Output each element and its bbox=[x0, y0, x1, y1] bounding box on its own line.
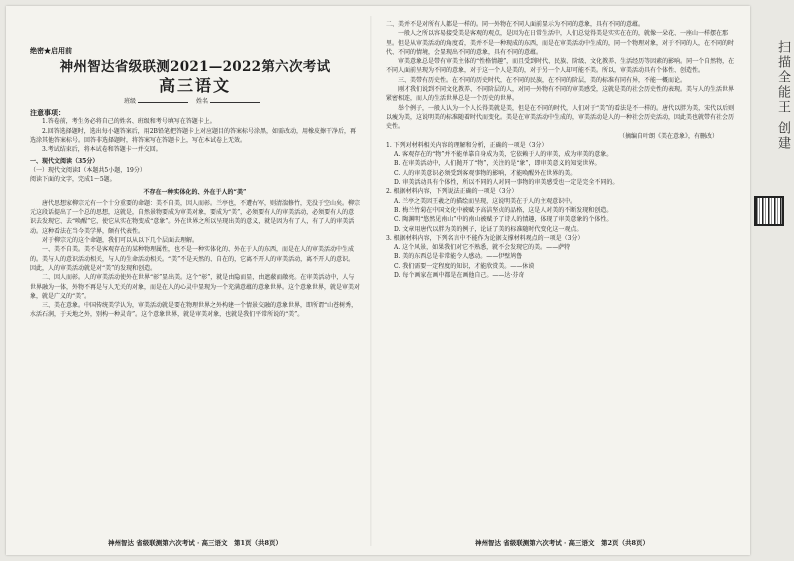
instruction: 阅读下面的文字，完成1～5题。 bbox=[30, 176, 116, 184]
article-paragraph: 一般人之所以容易接受美是客观的观点，是因为在日常生活中，人们总觉得美是实实在在的，就像一朵花、一座山一样摆在那里。但是从审美活动的角度看，美并不是一种现成的东西，而是在审美活动中生成的，同一个物理对象，对于不同的人，在不同的时代、不同的情境，会显现出不同的意象，具有不同的意蕴。 bbox=[386, 30, 735, 56]
confidential-mark: 绝密★启用前 bbox=[30, 46, 72, 55]
exam-sheet bbox=[6, 6, 750, 555]
class-label: 班级 bbox=[124, 97, 137, 105]
article-paragraph: 唐代思想家柳宗元有一个十分重要的命题：美不自美，因人而彰。兰亭也，不遭右军，则清湍修竹，芜没于空山矣。柳宗元这段话提出了一个总的思想，这就是，自然景物要成为审美对象，要成为“美”，必须要有人的审美活动，必须要有人的意识去发现它、去“唤醒”它，使它从实在物变成“意象”。外在世界之所以呈现出美的意义，就是因为有了人，有了人的审美活动。这种看法在当今美学界，颇有代表性。 bbox=[30, 199, 360, 235]
page-footer-right: 神州智达 省级联测第六次考试 · 高三语文 第2页（共8页） bbox=[474, 539, 650, 547]
question-option: C. 陶渊明“悠然见南山”中的南山被赋予了诗人的情趣，体现了审美意象的个体性。 bbox=[394, 216, 613, 224]
article-paragraph: 对于柳宗元的这个命题，我们可以从以下几个层面去理解。 bbox=[42, 237, 199, 245]
question-option: D. 文章用唐代以胖为美的例子，论证了美的标准随时代变化这一观点。 bbox=[394, 225, 583, 233]
page-left bbox=[30, 20, 360, 542]
name-label: 姓名 bbox=[195, 97, 208, 105]
question-option: B. 美的东西总是非常能令人感动。——伊壁鸠鲁 bbox=[394, 253, 523, 261]
question-option: C. 人的审美意识必须受到客观事物的影响，才能唤醒外在世界的美。 bbox=[394, 169, 577, 177]
article-paragraph: 一、美不自美。美不是客观存在的某种物理属性，也不是一种实体化的、外在于人的东西，而是在人的审美活动中生成的。美与人的意识活动相关，与人的生命活动相关。“美”不是天然的、自在的，它离不开人的审美活动，离不开人的意识。因此，人的审美活动就是对“美”的发现和创造。 bbox=[30, 246, 355, 272]
question-option: B. 梅兰竹菊在中国文化中被赋予高洁坚贞的品格，这是人对美的不断发现和创造。 bbox=[394, 206, 613, 214]
notice-item: 3.考试结束后，将本试卷和答题卡一并交回。 bbox=[42, 146, 162, 154]
exam-title: 神州智达省级联测2021—2022第六次考试 bbox=[59, 59, 331, 76]
class-blank bbox=[138, 96, 188, 103]
question-option: D. 审美活动具有个体性，所以不同的人对同一事物的审美感受也一定是完全不同的。 bbox=[394, 179, 619, 187]
question-stem: 3. 根据材料内容，下列名言中不能作为论据支撑材料观点的一项是（3分） bbox=[386, 234, 584, 242]
article-paragraph: 举个例子，一般人认为一个人长得美就是美，但是在不同的时代，人们对于“美”的看法是不一样的。唐代以胖为美，宋代以后则以瘦为美，这说明美的标准随着时代而变化。美是在审美活动中生成的，审美活动是人的一种社会历史活动，因此美也就带有社会历史性。 bbox=[386, 104, 735, 131]
subsection-heading: （一）现代文阅读Ⅰ（本题共5小题，19分） bbox=[30, 166, 146, 174]
subject-title: 高三语文 bbox=[158, 75, 231, 95]
article-paragraph: 二、因人而彰。人的审美活动使外在世界“彰”显出美。这个“彰”，就是由隐而显，由遮蔽而敞亮。在审美活动中，人与世界融为一体，外物不再是与人无关的对象，而是在人的心灵中显现为一个充满意蕴的意象世界。这个意象世界，就是审美对象，就是广义的“美”。 bbox=[30, 274, 360, 300]
question-option: A. 这个风景，如果我们对它不熟悉，就不会发现它的美。——萨特 bbox=[394, 244, 571, 252]
question-option: C. 我们需要一定程度的知识，才能欣赏美。——休谟 bbox=[394, 262, 535, 270]
page-right bbox=[386, 20, 738, 542]
question-option: A. 兰亭之美因王羲之的描绘而呈现，这说明美在于人的主观意识中。 bbox=[394, 197, 577, 205]
student-info-line bbox=[30, 96, 360, 106]
article-title: 不存在一种实体化的、外在于人的“美” bbox=[143, 188, 247, 196]
question-option: A. 客观存在的“物”并不能单靠自身成为美，它依赖于人的审美，成为审美的意象。 bbox=[394, 151, 613, 159]
article-paragraph: 审美意象总是带有审美主体的“性格情趣”，而且受到时代、民族、阶级、文化教养、生活经历等因素的影响。同一个自然物，在不同人面前呈现为不同的意象，对于这一个人是美的，对于另一个人却可能不美。所以，审美活动具有个体性、创造性。 bbox=[386, 58, 735, 75]
qr-code-icon bbox=[754, 196, 784, 226]
notice-item: 1.答卷前，考生务必将自己的姓名、班级和考号填写在答题卡上。 bbox=[42, 118, 216, 126]
page-footer-left: 神州智达 省级联测第六次考试 · 高三语文 第1页（共8页） bbox=[107, 539, 283, 547]
section-heading: 一、现代文阅读（35分） bbox=[30, 157, 99, 165]
question-option: D. 每个画家在画中都是在画他自己。——达·芬奇 bbox=[394, 272, 525, 280]
article-paragraph: 刚才我们说到不同文化教养、不同阶层的人，对同一外物有不同的审美感受，这就是美的社会历史性的表现。美与人的生活世界紧密相连，而人的生活世界总是一个历史的世界。 bbox=[386, 86, 735, 103]
question-stem: 2. 根据材料内容，下列说法正确的一项是（3分） bbox=[386, 188, 518, 196]
citation: （摘编自叶朗《美在意象》，有删改） bbox=[618, 132, 718, 140]
notice-heading: 注意事项： bbox=[30, 108, 65, 118]
scanner-watermark: 扫描全能王 创建 bbox=[775, 40, 790, 152]
page-fold bbox=[370, 16, 372, 546]
name-blank bbox=[210, 96, 260, 103]
article-paragraph: 三、美在意象。中国传统美学认为，审美活动就是要在物理世界之外构建一个情景交融的意象世界，即所谓“山苍树秀，水活石润，于天地之外，别构一种灵奇”。这个意象世界，就是审美对象，也就是我们平常所说的“美”。 bbox=[30, 302, 358, 319]
notice-item: 2.回答选择题时，选出每小题答案后，用2B铅笔把答题卡上对应题目的答案标号涂黑，如需改动，用橡皮擦干净后，再选涂其他答案标号。回答非选择题时，将答案写在答题卡上，写在本试卷上无效。 bbox=[30, 127, 356, 145]
article-paragraph: 三、美带有历史性。在不同的历史时代，在不同的民族，在不同的阶层，美的标准有同有异，不能一概而论。 bbox=[398, 76, 687, 84]
question-option: B. 在审美活动中，人们抛开了“物”，关注的是“象”，即审美意义的知觉世界。 bbox=[394, 160, 601, 168]
question-stem: 1. 下列对材料相关内容的理解和分析，正确的一项是（3分） bbox=[386, 141, 548, 149]
article-paragraph: 二、美并不是对所有人都是一样的。同一外物在不同人面前显示为不同的意象，具有不同的意蕴。 bbox=[386, 21, 645, 28]
